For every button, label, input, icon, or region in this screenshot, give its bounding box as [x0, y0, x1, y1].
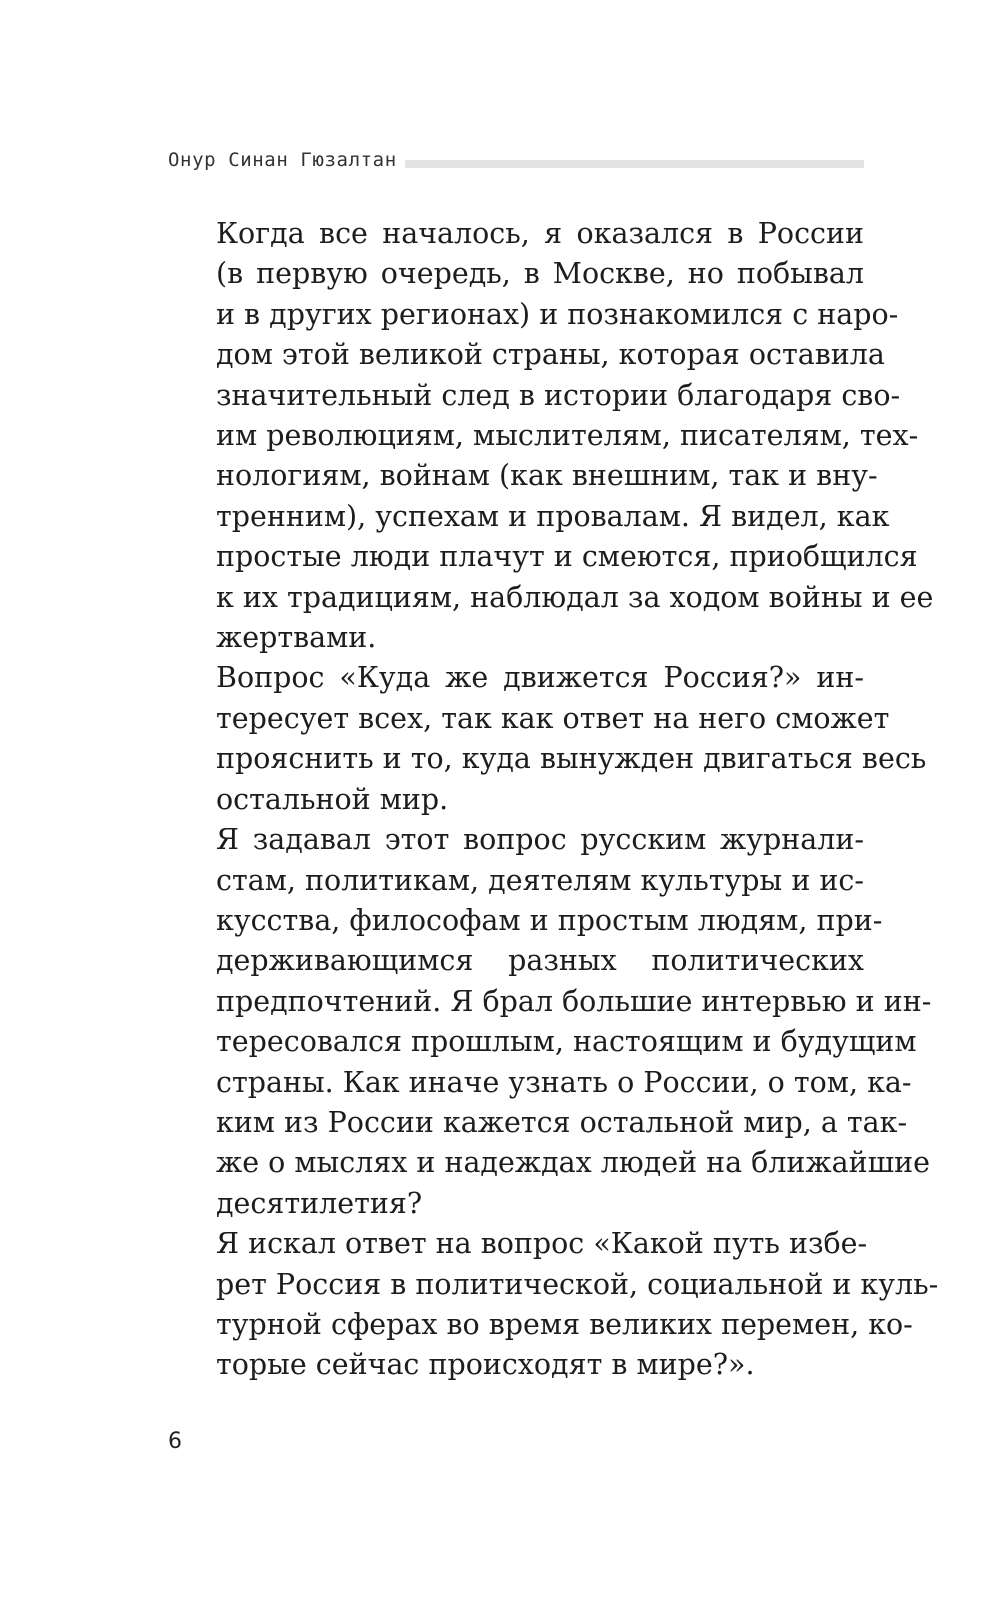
text-line: страны. Как иначе узнать о России, о том, ка- [216, 1065, 912, 1099]
paragraph [168, 820, 932, 1224]
text-line: тренним), успехам и провалам. Я видел, как [216, 499, 890, 533]
text-line: им революциям, мыслителям, писателям, тех- [216, 419, 919, 453]
text-line: предпочтений. Я брал большие интервью и ин- [216, 984, 932, 1018]
running-header [168, 146, 864, 170]
text-line: простые люди плачут и смеются, приобщился [216, 540, 918, 574]
text-line: стам, политикам, деятелям культуры и ис- [216, 863, 864, 897]
text-line: жертвами. [216, 621, 377, 655]
paragraph [168, 1224, 939, 1386]
text-line: (в первую очередь, в Москве, но побывал [216, 257, 864, 291]
paragraph [168, 214, 934, 658]
text-line: рет Россия в политической, социальной и куль- [216, 1267, 939, 1301]
page-number: 6 [168, 1429, 182, 1454]
text-line: дом этой великой страны, которая оставила [216, 338, 885, 372]
text-line: Вопрос «Куда же движется Россия?» ин- [216, 661, 864, 695]
running-header-author: Онур Синан Гюзалтан [168, 149, 397, 171]
text-line: Я искал ответ на вопрос «Какой путь избе- [216, 1227, 868, 1261]
text-line: кусства, философам и простым людям, при- [216, 903, 883, 937]
text-line: торые сейчас происходят в мире?». [216, 1348, 755, 1382]
text-line: тересует всех, так как ответ на него сможет [216, 701, 890, 735]
text-line: прояснить и то, куда вынужден двигаться весь [216, 742, 927, 776]
main-text [168, 214, 939, 1386]
text-line: к их традициям, наблюдал за ходом войны и ее [216, 580, 934, 614]
text-line: значительный след в истории благодаря сво- [216, 378, 901, 412]
text-line: десятилетия? [216, 1186, 423, 1220]
text-line: остальной мир. [216, 782, 449, 816]
text-line: ким из России кажется остальной мир, а так- [216, 1105, 908, 1139]
text-line: Когда все началось, я оказался в России [216, 217, 864, 250]
paragraph [168, 658, 927, 820]
text-line: тересовался прошлым, настоящим и будущим [216, 1025, 917, 1059]
header-rule [405, 160, 864, 168]
text-line: и в других регионах) и познакомился с наро- [216, 297, 899, 331]
text-line: нологиям, войнам (как внешним, так и вну- [216, 459, 878, 493]
text-line: турной сферах во время великих перемен, ко- [216, 1307, 913, 1341]
text-line: Я задавал этот вопрос русским журнали- [216, 823, 864, 857]
text-line: же о мыслях и надеждах людей на ближайшие [216, 1146, 930, 1180]
text-line: держивающимся разных политических [216, 944, 864, 978]
